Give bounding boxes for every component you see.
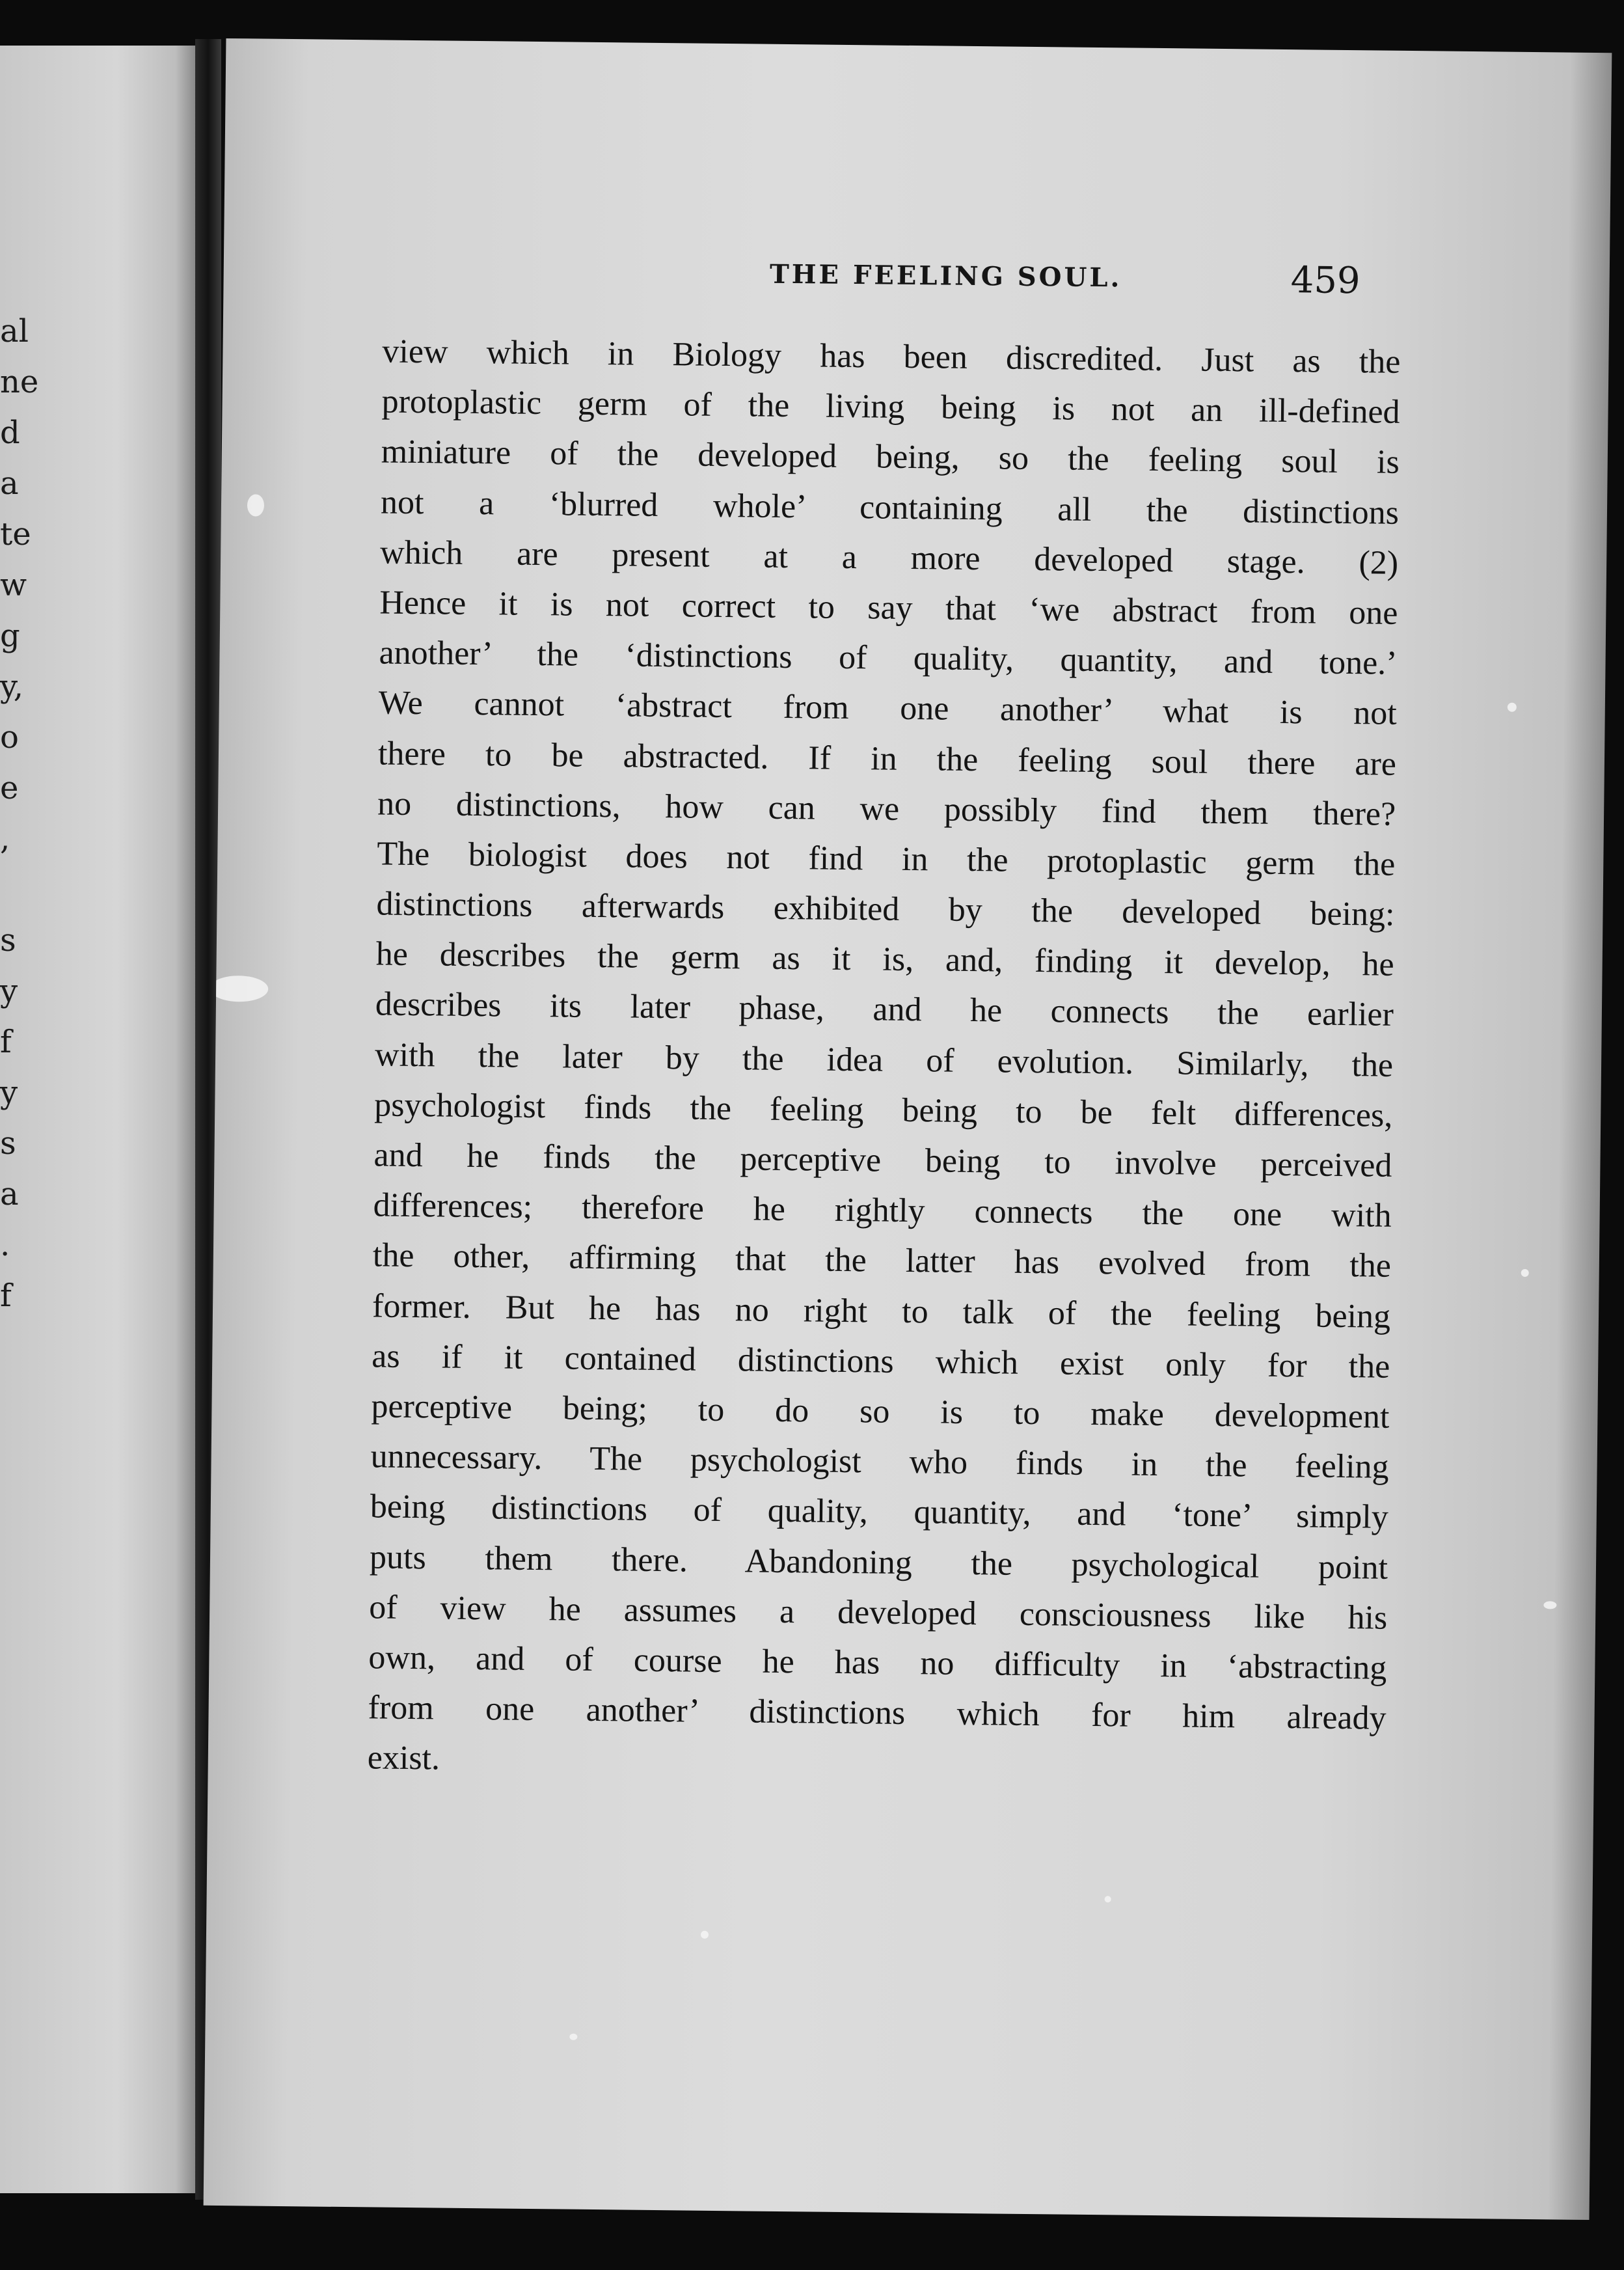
text-line: distinctions afterwards exhibited by the developed being: — [376, 885, 1395, 933]
text-line: as if it contained distinctions which exist only for the — [372, 1337, 1390, 1386]
facing-line-fragment: o — [0, 719, 19, 756]
scan-speck — [247, 494, 264, 516]
page-number: 459 — [1290, 259, 1360, 303]
book-page — [204, 38, 1612, 2220]
text-line: no distinctions, how can we possibly find them there? — [377, 785, 1396, 833]
text-line: exist. — [367, 1739, 440, 1777]
text-line: differences; therefore he rightly connects the one with — [373, 1186, 1392, 1235]
text-line: psychologist finds the feeling being to be felt differences, — [374, 1086, 1393, 1134]
text-line: puts them there. Abandoning the psychological point — [369, 1538, 1388, 1587]
facing-line-fragment: ne — [0, 364, 39, 400]
text-line: not a ‘blurred whole’ containing all the distinctions — [380, 484, 1400, 532]
text-line: unnecessary. The psychologist who finds in the feeling — [370, 1438, 1389, 1486]
facing-line-fragment: a — [0, 465, 19, 502]
scan-speck — [569, 2034, 577, 2040]
running-head — [223, 253, 1610, 313]
scan-speck — [210, 976, 268, 1002]
text-line: perceptive being; to do so is to make development — [371, 1388, 1390, 1436]
facing-line-fragment: y — [0, 973, 18, 1009]
facing-page-edge — [0, 46, 195, 2193]
text-line: of view he assumes a developed consciousness like his — [368, 1589, 1388, 1637]
facing-line-fragment — [0, 864, 39, 915]
facing-line-fragment: te — [0, 516, 31, 553]
text-line: from one another’ distinctions which for him already — [368, 1689, 1387, 1737]
text-line: with the later by the idea of evolution. Similarly, the — [374, 1036, 1394, 1084]
facing-line-fragment: , — [0, 821, 10, 857]
text-line: which are present at a more developed stage. (2) — [379, 534, 1399, 582]
text-line: another’ the ‘distinctions of quality, quantity, and tone.’ — [379, 634, 1398, 682]
text-line: own, and of course he has no difficulty in ‘abstracting — [368, 1639, 1387, 1687]
facing-line-fragment: y — [0, 1074, 18, 1111]
text-line: and he finds the perceptive being to involve perceived — [373, 1136, 1392, 1184]
facing-page-line-fragments — [0, 306, 39, 1321]
facing-line-fragment: . — [0, 1227, 10, 1263]
scan-speck — [1508, 703, 1517, 712]
facing-line-fragment: s — [0, 1125, 16, 1162]
text-line: Hence it is not correct to say that ‘we abstract from one — [379, 584, 1398, 632]
text-line: protoplastic germ of the living being is not an ill-defined — [381, 383, 1400, 431]
text-line: miniature of the developed being, so the feeling soul is — [381, 433, 1400, 482]
scan-speck — [701, 1931, 709, 1939]
facing-line-fragment: y, — [0, 668, 23, 705]
facing-line-fragment: s — [0, 922, 16, 959]
running-title: THE FEELING SOUL. — [769, 258, 1122, 294]
text-line: describes its later phase, and he connects the earlier — [375, 985, 1394, 1034]
facing-line-fragment: g — [0, 618, 20, 654]
text-line: We cannot ‘abstract from one another’ what is not — [378, 684, 1398, 733]
body-text — [367, 326, 1400, 1794]
facing-line-fragment: d — [0, 415, 20, 451]
text-line: former. But he has no right to talk of the feeling being — [372, 1287, 1391, 1335]
facing-line-fragment: w — [0, 567, 27, 603]
text-line: being distinctions of quality, quantity, and ‘tone’ simply — [370, 1488, 1389, 1537]
scan-speck — [1105, 1896, 1111, 1902]
facing-line-fragment: e — [0, 770, 19, 806]
facing-line-fragment: a — [0, 1176, 19, 1212]
text-line: he describes the germ as it is, and, finding it develop, he — [375, 935, 1394, 984]
text-line: the other, affirming that the latter has evolved from the — [372, 1237, 1392, 1285]
facing-line-fragment: al — [0, 313, 29, 349]
text-line: view which in Biology has been discredited. Just as the — [382, 333, 1401, 381]
text-line: there to be abstracted. If in the feeling soul there are — [377, 734, 1397, 783]
scan-speck — [1543, 1601, 1556, 1609]
text-line: The biologist does not find in the protoplastic germ the — [377, 835, 1396, 883]
scan-speck — [1521, 1269, 1529, 1277]
facing-line-fragment: f — [0, 1024, 12, 1060]
facing-line-fragment: f — [0, 1278, 12, 1314]
